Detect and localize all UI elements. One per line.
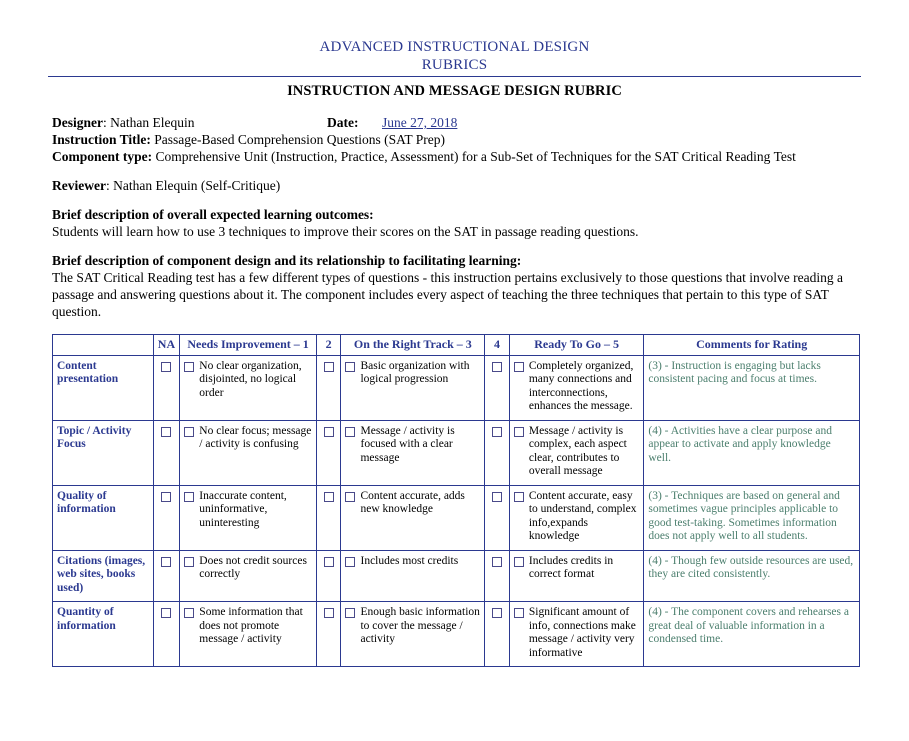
checkbox-icon[interactable] <box>492 608 502 618</box>
document-page <box>0 38 909 741</box>
header-criterion <box>53 335 154 356</box>
level5-cell[interactable] <box>509 550 644 602</box>
document-header <box>0 38 909 74</box>
level3-cell[interactable] <box>341 602 485 667</box>
level4-checkbox-cell[interactable] <box>485 485 510 550</box>
level1-text: Some information that does not promote message / activity <box>199 606 303 645</box>
na-checkbox-cell[interactable] <box>153 550 180 602</box>
checkbox-icon[interactable] <box>184 362 194 372</box>
header-level3: On the Right Track – 3 <box>341 335 485 356</box>
checkbox-icon[interactable] <box>492 427 502 437</box>
row-criterion: Citations (images, web sites, books used) <box>53 550 154 602</box>
level4-checkbox-cell[interactable] <box>485 355 510 420</box>
level1-cell[interactable] <box>180 550 317 602</box>
level5-text: Significant amount of info, connections make message / activity very informative <box>528 606 636 659</box>
level4-checkbox-cell[interactable] <box>485 420 510 485</box>
row-criterion: Topic / Activity Focus <box>53 420 154 485</box>
header-na: NA <box>153 335 180 356</box>
level4-checkbox-cell[interactable] <box>485 602 510 667</box>
level3-cell[interactable] <box>341 355 485 420</box>
checkbox-icon[interactable] <box>184 608 194 618</box>
na-checkbox-cell[interactable] <box>153 485 180 550</box>
date-value: June 27, 2018 <box>382 115 458 130</box>
reviewer-label: Reviewer <box>52 178 106 193</box>
level4-checkbox-cell[interactable] <box>485 550 510 602</box>
designer-row <box>52 114 857 131</box>
rubric-table <box>52 334 860 667</box>
level3-cell[interactable] <box>341 420 485 485</box>
checkbox-icon[interactable] <box>345 608 355 618</box>
level5-text: Content accurate, easy to understand, complex info,expands knowledge <box>528 489 637 542</box>
checkbox-icon[interactable] <box>161 557 171 567</box>
level3-cell[interactable] <box>341 550 485 602</box>
table-row <box>53 602 860 667</box>
checkbox-icon[interactable] <box>345 427 355 437</box>
designer-value: : Nathan Elequin <box>103 115 195 130</box>
checkbox-icon[interactable] <box>161 427 171 437</box>
doc-title-line1: ADVANCED INSTRUCTIONAL DESIGN <box>319 39 590 55</box>
level5-cell[interactable] <box>509 420 644 485</box>
checkbox-icon[interactable] <box>514 362 524 372</box>
instruction-title-row <box>52 131 857 148</box>
metadata-block <box>52 114 857 320</box>
level2-checkbox-cell[interactable] <box>316 420 341 485</box>
table-row <box>53 485 860 550</box>
checkbox-icon[interactable] <box>161 492 171 502</box>
level1-cell[interactable] <box>180 485 317 550</box>
level5-text: Includes credits in correct format <box>528 554 614 580</box>
comment-cell[interactable]: (3) - Instruction is engaging but lacks consistent pacing and focus at times. <box>644 355 860 420</box>
level2-checkbox-cell[interactable] <box>316 485 341 550</box>
level5-cell[interactable] <box>509 485 644 550</box>
header-level1: Needs Improvement – 1 <box>180 335 317 356</box>
level5-cell[interactable] <box>509 355 644 420</box>
level5-text: Completely organized, many connections and interconnections, enhances the message. <box>528 359 634 412</box>
table-row <box>53 420 860 485</box>
checkbox-icon[interactable] <box>345 362 355 372</box>
comment-cell[interactable]: (3) - Techniques are based on general and sometimes vague principles applicable to good test-taking. Sometimes information does not apply well to all students. <box>644 485 860 550</box>
level1-text: Inaccurate content, uninformative, uninteresting <box>199 489 287 529</box>
level1-cell[interactable] <box>180 602 317 667</box>
checkbox-icon[interactable] <box>324 427 334 437</box>
row-criterion: Content presentation <box>53 355 154 420</box>
component-type-value: Comprehensive Unit (Instruction, Practice, Assessment) for a Sub-Set of Techniques for the SAT Critical Reading Test <box>152 149 796 164</box>
component-type-label: Component type: <box>52 149 153 164</box>
instruction-title-value: Passage-Based Comprehension Questions (SAT Prep) <box>150 132 445 147</box>
header-level2: 2 <box>316 335 341 356</box>
checkbox-icon[interactable] <box>161 608 171 618</box>
level3-text: Includes most credits <box>360 554 459 567</box>
checkbox-icon[interactable] <box>324 362 334 372</box>
level2-checkbox-cell[interactable] <box>316 550 341 602</box>
header-divider <box>48 76 861 77</box>
design-heading: Brief description of component design and its relationship to facilitating learning: <box>52 253 522 268</box>
checkbox-icon[interactable] <box>324 557 334 567</box>
date-label: Date: <box>327 115 359 130</box>
checkbox-icon[interactable] <box>514 492 524 502</box>
rubric-title: INSTRUCTION AND MESSAGE DESIGN RUBRIC <box>287 83 622 99</box>
spacer <box>52 240 857 252</box>
checkbox-icon[interactable] <box>184 492 194 502</box>
outcomes-heading: Brief description of overall expected learning outcomes: <box>52 207 374 222</box>
level1-text: No clear focus; message / activity is confusing <box>199 424 312 450</box>
checkbox-icon[interactable] <box>184 557 194 567</box>
designer-label: Designer <box>52 115 103 130</box>
level1-text: Does not credit sources correctly <box>199 554 307 580</box>
doc-title-line2: RUBRICS <box>421 57 488 73</box>
spacer <box>52 165 857 177</box>
na-checkbox-cell[interactable] <box>153 602 180 667</box>
level2-checkbox-cell[interactable] <box>316 355 341 420</box>
level1-cell[interactable] <box>180 420 317 485</box>
row-criterion: Quantity of information <box>53 602 154 667</box>
checkbox-icon[interactable] <box>514 557 524 567</box>
checkbox-icon[interactable] <box>345 557 355 567</box>
level5-cell[interactable] <box>509 602 644 667</box>
checkbox-icon[interactable] <box>514 427 524 437</box>
header-level5: Ready To Go – 5 <box>509 335 644 356</box>
comment-cell[interactable]: (4) - Activities have a clear purpose and appear to activate and apply knowledge well. <box>644 420 860 485</box>
na-checkbox-cell[interactable] <box>153 355 180 420</box>
checkbox-icon[interactable] <box>324 608 334 618</box>
comment-cell[interactable]: (4) - Though few outside resources are used, they are cited consistently. <box>644 550 860 602</box>
checkbox-icon[interactable] <box>492 557 502 567</box>
level3-text: Message / activity is focused with a clear message <box>360 424 455 464</box>
level1-text: No clear organization, disjointed, no logical order <box>199 359 302 399</box>
level5-text: Message / activity is complex, each aspect clear, contributes to overall message <box>528 424 627 477</box>
component-type-row <box>52 148 857 165</box>
header-level4: 4 <box>485 335 510 356</box>
comment-cell[interactable]: (4) - The component covers and rehearses a great deal of valuable information in a condensed time. <box>644 602 860 667</box>
table-row <box>53 550 860 602</box>
checkbox-icon[interactable] <box>492 492 502 502</box>
reviewer-value: : Nathan Elequin (Self-Critique) <box>105 178 281 193</box>
instruction-title-label: Instruction Title: <box>52 132 151 147</box>
level3-text: Basic organization with logical progression <box>360 359 470 385</box>
design-body: The SAT Critical Reading test has a few different types of questions - this instruction pertains exclusively to those questions that involve reading a passage and answering questions about it. The component includes every aspect of teaching the three techniques that pertain to this type of SAT question. <box>52 270 843 319</box>
outcomes-body: Students will learn how to use 3 techniques to improve their scores on the SAT in passage reading questions. <box>52 224 639 239</box>
level3-text: Content accurate, adds new knowledge <box>360 489 465 515</box>
table-row <box>53 355 860 420</box>
checkbox-icon[interactable] <box>324 492 334 502</box>
spacer <box>52 194 857 206</box>
header-comments: Comments for Rating <box>644 335 860 356</box>
level1-cell[interactable] <box>180 355 317 420</box>
na-checkbox-cell[interactable] <box>153 420 180 485</box>
level2-checkbox-cell[interactable] <box>316 602 341 667</box>
checkbox-icon[interactable] <box>514 608 524 618</box>
row-criterion: Quality of information <box>53 485 154 550</box>
checkbox-icon[interactable] <box>161 362 171 372</box>
table-header-row <box>53 335 860 356</box>
checkbox-icon[interactable] <box>184 427 194 437</box>
reviewer-row <box>52 177 857 194</box>
checkbox-icon[interactable] <box>345 492 355 502</box>
checkbox-icon[interactable] <box>492 362 502 372</box>
level3-cell[interactable] <box>341 485 485 550</box>
level3-text: Enough basic information to cover the message / activity <box>360 606 480 645</box>
